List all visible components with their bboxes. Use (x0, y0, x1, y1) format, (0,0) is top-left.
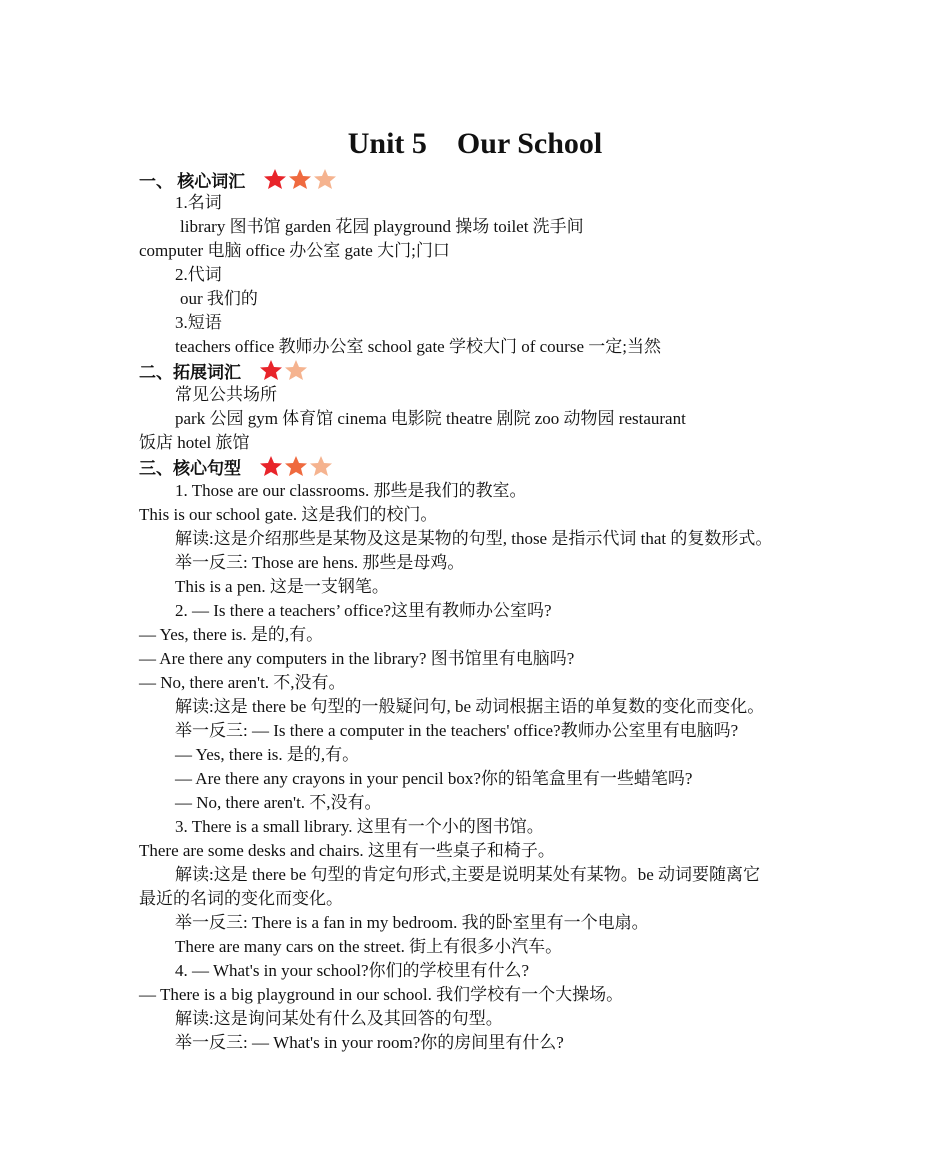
section-1-heading-text: 一、 核心词汇 (139, 172, 246, 191)
example-line: — Yes, there is. 是的,有。 (175, 745, 360, 764)
explanation-line: 最近的名词的变化而变化。 (139, 889, 343, 908)
nouns-line-1: library 图书馆 garden 花园 playground 操场 toilet 洗手间 (180, 217, 584, 236)
example-line: 举一反三: Those are hens. 那些是母鸡。 (175, 553, 465, 572)
places-line-2: 饭店 hotel 旅馆 (139, 433, 250, 452)
subheading-pronouns: 2.代词 (175, 265, 222, 284)
example-line: — Are there any crayons in your pencil box?你的铅笔盒里有一些蜡笔吗? (175, 769, 693, 788)
star-icon (284, 455, 308, 477)
sentence-line: There are some desks and chairs. 这里有一些桌子和椅子。 (139, 841, 555, 860)
example-line: — No, there aren't. 不,没有。 (175, 793, 382, 812)
sentence-line: 3. There is a small library. 这里有一个小的图书馆。 (175, 817, 544, 836)
section-1-heading (139, 168, 338, 192)
example-line: 举一反三: — What's in your room?你的房间里有什么? (175, 1033, 564, 1052)
explanation-line: 解读:这是询问某处有什么及其回答的句型。 (175, 1009, 503, 1028)
sentence-line: — No, there aren't. 不,没有。 (139, 673, 346, 692)
page-title: Unit 5 Our School (347, 127, 603, 160)
example-line: There are many cars on the street. 街上有很多小汽车。 (175, 937, 563, 956)
star-icon (259, 359, 283, 381)
section-2-heading (139, 359, 309, 383)
sentence-line: — There is a big playground in our school. 我们学校有一个大操场。 (139, 985, 624, 1004)
sentence-line: — Yes, there is. 是的,有。 (139, 625, 324, 644)
sentence-line: 2. — Is there a teachers’ office?这里有教师办公室吗? (175, 601, 552, 620)
example-line: 举一反三: There is a fan in my bedroom. 我的卧室里有一个电扇。 (175, 913, 649, 932)
star-icon (263, 168, 287, 190)
three-star-rating-icon (259, 455, 334, 477)
pronoun-line: our 我们的 (180, 289, 258, 308)
phrases-line: teachers office 教师办公室 school gate 学校大门 of course 一定;当然 (175, 337, 661, 356)
two-star-rating-icon (259, 359, 309, 381)
star-icon (259, 455, 283, 477)
explanation-line: 解读:这是 there be 句型的一般疑问句, be 动词根据主语的单复数的变化而变化。 (175, 697, 765, 716)
explanation-line: 解读:这是 there be 句型的肯定句形式,主要是说明某处有某物。be 动词要随离它 (175, 865, 761, 884)
subheading-phrases: 3.短语 (175, 313, 222, 332)
star-icon (284, 359, 308, 381)
explanation-line: 解读:这是介绍那些是某物及这是某物的句型, those 是指示代词 that 的复数形式。 (175, 529, 773, 548)
nouns-line-2: computer 电脑 office 办公室 gate 大门;门口 (139, 241, 450, 260)
sentence-line: 4. — What's in your school?你们的学校里有什么? (175, 961, 530, 980)
example-line: This is a pen. 这是一支钢笔。 (175, 577, 389, 596)
star-icon (288, 168, 312, 190)
sentence-line: This is our school gate. 这是我们的校门。 (139, 505, 438, 524)
star-icon (309, 455, 333, 477)
three-star-rating-icon (263, 168, 338, 190)
section-3-heading-text: 三、核心句型 (139, 459, 241, 478)
sentence-line: — Are there any computers in the library? 图书馆里有电脑吗? (139, 649, 575, 668)
section-3-heading (139, 455, 334, 479)
star-icon (313, 168, 337, 190)
subheading-public-places: 常见公共场所 (175, 385, 277, 404)
section-2-heading-text: 二、拓展词汇 (139, 363, 241, 382)
example-line: 举一反三: — Is there a computer in the teachers' office?教师办公室里有电脑吗? (175, 721, 739, 740)
places-line-1: park 公园 gym 体育馆 cinema 电影院 theatre 剧院 zoo 动物园 restaurant (175, 409, 686, 428)
sentence-line: 1. Those are our classrooms. 那些是我们的教室。 (175, 481, 527, 500)
subheading-nouns: 1.名词 (175, 193, 222, 212)
